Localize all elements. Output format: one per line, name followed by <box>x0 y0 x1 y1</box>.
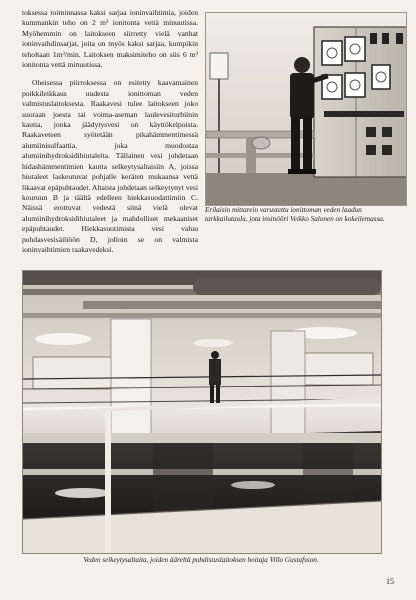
sedimentation-basins-photo <box>22 270 382 554</box>
article-paragraph-1: toksessa toiminnassa kaksi sarjaa ioninvaihtimia, joiden kummankin teho on 2 m³ ionitonta vettä minuutissa. Myöhemmin on laitokseen siirretty vielä vanhat ioninvaihdinsarjat, joita on myös kaksi sarjaa, kumpikin teholtaan 1m³/min. Laitoksen maksimiteho on siis 6 m³ ionitonta vettä minuutissa. <box>22 8 198 70</box>
page-number: 15 <box>386 577 394 586</box>
article-paragraph-2: Oheisessa piirroksessa on esitetty kaavamainen poikkileikkaus uudesta ionittoman veden valmistuslaitoksesta. Raakavesi tulee laitokseen joko suoraan joesta tai voima-aseman laulevesiturbiinin kautta, jonka jäädytysvesi on käyttökelpoista. Raakaveteen syötetään pikahämmentimessä alumiinisulfaattia, joka muodostaa alumiinihydroksidihiutaleita. Tällainen vesi johdetaan hidashämmentimien kautta selkeytysaltaisiin A, joissa hiutaleet laskeutuvat pohjalle keräten mukaansa vettä likaavat epäpuhtaudet. Altaista johdetaan selkeytynyt vesi kouruun B ja täältä edelleen hiekkasuodattimiin C. Näissä erottuvat vedestä siinä vielä olevat alumiinihydroksidihiutaleet ja mahdolliset mekaaniset epäpuhtaudet. Hiekkasuotimista vesi valuu puhdasvesisäiliöön D, jolloin se on valmista ioninvaihtimien raakavedeksi. <box>22 78 198 254</box>
article-body <box>22 8 198 255</box>
top-photo-caption: Erilaisin mittarein varustettu ionittoman veden laadun tarkkailutaulu, jota insinööri Veikko Salonen on kokeilemassa. <box>205 206 385 223</box>
control-panel-photo <box>205 12 407 206</box>
bottom-photo-caption: Veden selkeytysaltaita, joiden ääreltä puhdistuslaitoksen hoitaja Villo Gustafsson. <box>83 556 319 564</box>
